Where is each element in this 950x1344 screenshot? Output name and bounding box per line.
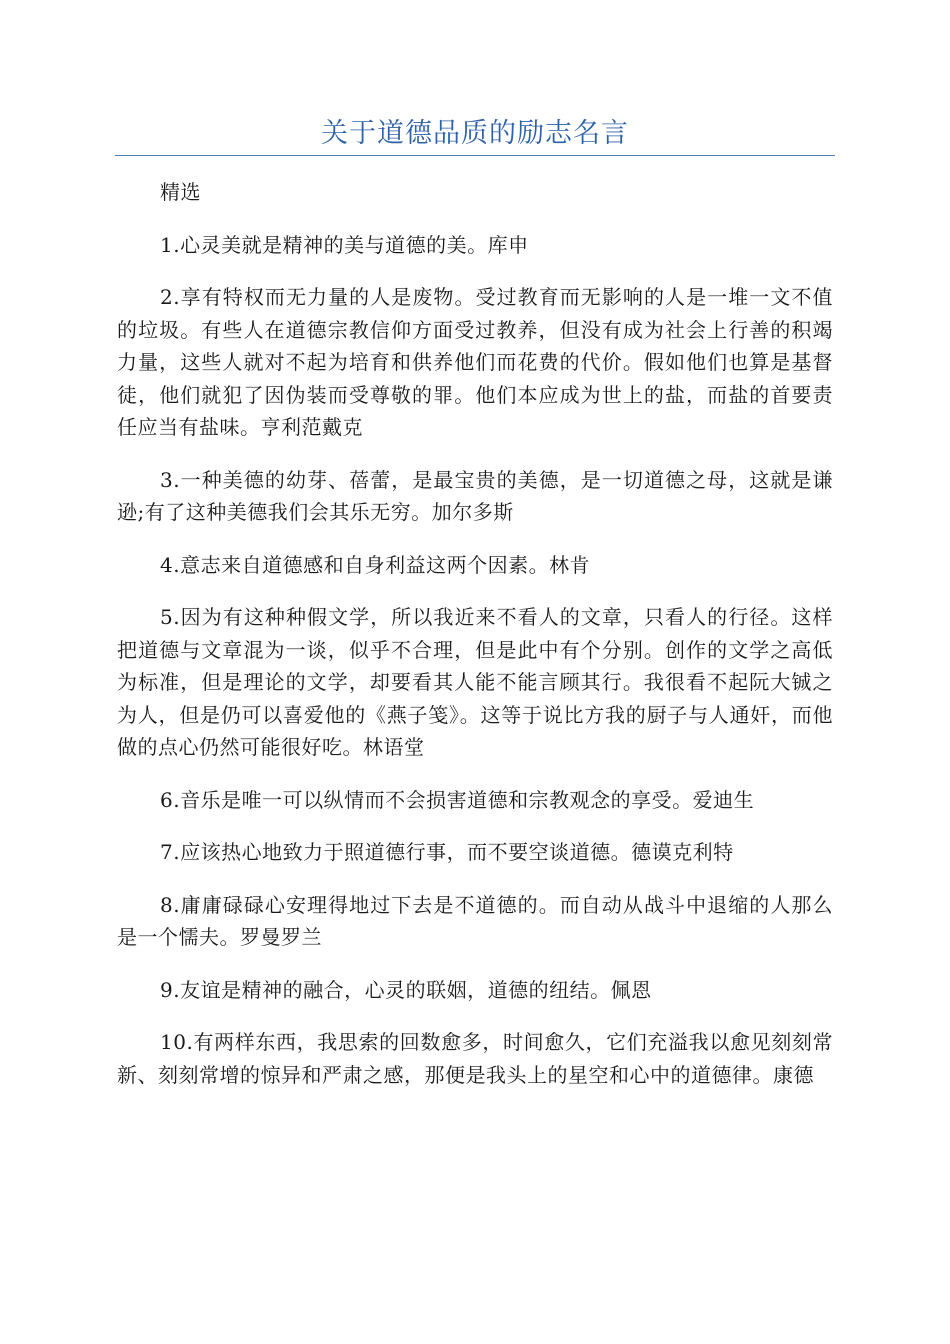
quote-paragraph-10: 10.有两样东西，我思索的回数愈多，时间愈久，它们充溢我以愈见刻刻常新、刻刻常增的惊异和严肃之感，那便是我头上的星空和心中的道德律。康德	[117, 1030, 833, 1087]
quote-paragraph-9: 9.友谊是精神的融合，心灵的联姻，道德的纽结。佩恩	[160, 977, 652, 1002]
quote-paragraph-4: 4.意志来自道德感和自身利益这两个因素。林肯	[160, 552, 591, 577]
quote-paragraph-6: 6.音乐是唯一可以纵情而不会损害道德和宗教观念的享受。爱迪生	[160, 787, 755, 812]
page-title: 关于道德品质的励志名言	[321, 118, 629, 149]
quote-paragraph-7: 7.应该热心地致力于照道德行事，而不要空谈道德。德谟克利特	[160, 840, 734, 864]
quote-paragraph-8: 8.庸庸碌碌心安理得地过下去是不道德的。而自动从战斗中退缩的人那么是一个懦夫。罗曼罗兰	[117, 892, 833, 949]
section-label: 精选	[160, 180, 201, 204]
quote-paragraph-1: 1.心灵美就是精神的美与道德的美。库申	[160, 232, 529, 257]
quote-paragraph-3: 3.一种美德的幼芽、蓓蕾，是最宝贵的美德，是一切道德之母，这就是谦逊;有了这种美德我们会其乐无穷。加尔多斯	[117, 467, 833, 524]
document-body	[117, 176, 833, 1111]
quote-paragraph-2: 2.享有特权而无力量的人是废物。受过教育而无影响的人是一堆一文不值的垃圾。有些人在道德宗教信仰方面受过教养，但没有成为社会上行善的积竭力量，这些人就对不起为培育和供养他们而花费的代价。假如他们也算是基督徒，他们就犯了因伪装而受尊敬的罪。他们本应成为世上的盐，而盐的首要责任应当有盐味。亨利范戴克	[117, 285, 833, 439]
title-underline	[115, 155, 835, 156]
quote-paragraph-5: 5.因为有这种种假文学，所以我近来不看人的文章，只看人的行径。这样把道德与文章混为一谈，似乎不合理，但是此中有个分别。创作的文学之高低为标准，但是理论的文学，却要看其人能不能言顾其行。我很看不起阮大铖之为人，但是仍可以喜爱他的《燕子笺》。这等于说比方我的厨子与人通奸，而他做的点心仍然可能很好吃。林语堂	[117, 605, 833, 759]
